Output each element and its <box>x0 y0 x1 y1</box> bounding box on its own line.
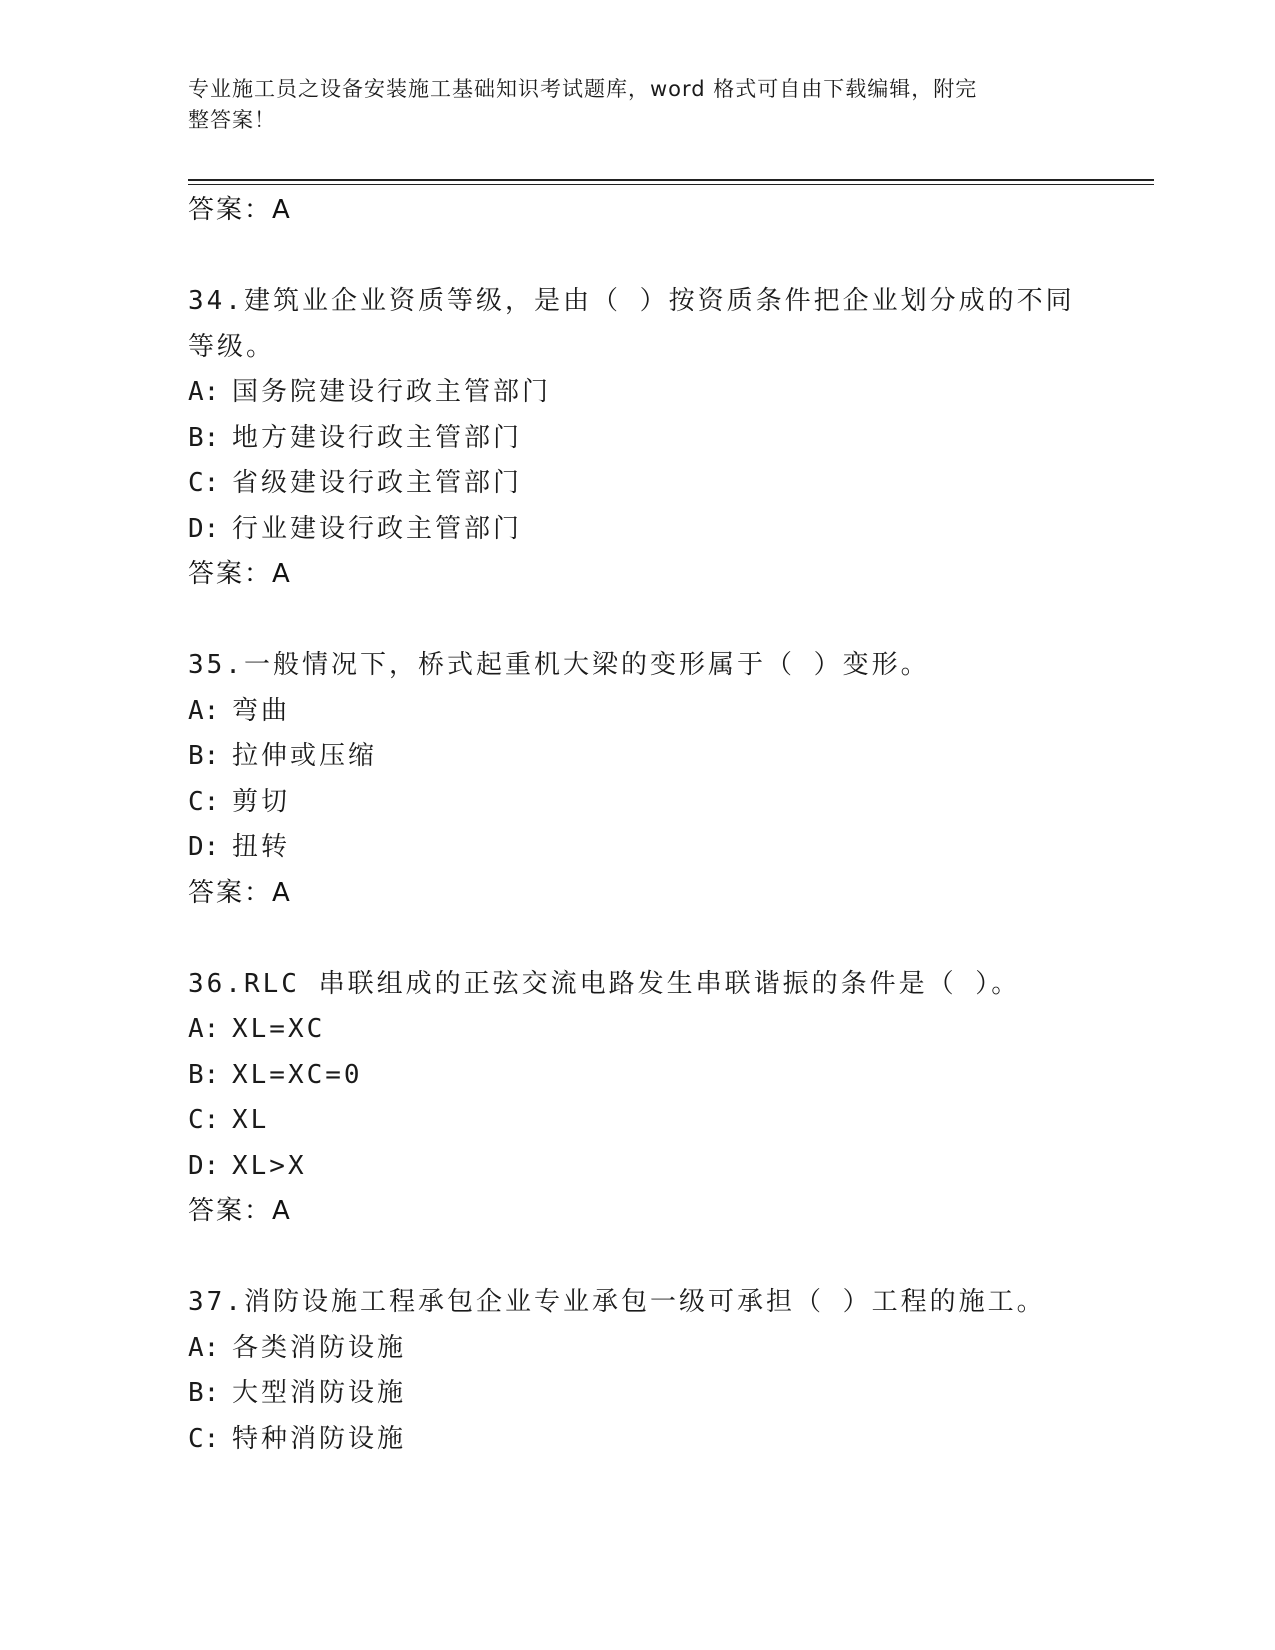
option-text: XL=XC <box>232 1014 326 1044</box>
question-37 <box>188 1280 1088 1462</box>
question-stem: 36.RLC 串联组成的正弦交流电路发生串联谐振的条件是（ ）。 <box>188 968 1021 999</box>
answer-34: 答案：A <box>188 559 292 589</box>
question-stem: 34.建筑业企业资质等级，是由（ ）按资质条件把企业划分成的不同 <box>188 286 1075 316</box>
header-rule-thin <box>188 184 1154 185</box>
option-text: XL <box>232 1105 270 1135</box>
option-text: 行业建设行政主管部门 <box>232 513 523 544</box>
option-key: C: <box>188 468 220 498</box>
option-c <box>188 1098 1088 1144</box>
option-key: C: <box>188 786 220 817</box>
option-text: 地方建设行政主管部门 <box>232 422 523 453</box>
spacer <box>188 1235 1088 1281</box>
option-key: A: <box>188 1014 220 1044</box>
question-stem: 35.一般情况下，桥式起重机大梁的变形属于（ ）变形。 <box>188 650 930 680</box>
option-text: XL=XC=0 <box>232 1059 363 1090</box>
question-35 <box>188 643 1088 916</box>
option-d <box>188 507 1088 553</box>
option-d <box>188 1144 1088 1190</box>
option-c <box>188 1417 1088 1463</box>
option-text: 扭转 <box>232 832 291 862</box>
header-line-1: 专业施工员之设备安装施工基础知识考试题库，word 格式可自由下载编辑，附完 <box>188 77 978 101</box>
option-key: C: <box>188 1423 220 1454</box>
option-key: A: <box>188 695 220 726</box>
option-b <box>188 416 1088 462</box>
question-stem-continued: 等级。 <box>188 331 276 362</box>
option-text: XL>X <box>232 1150 307 1181</box>
option-text: 省级建设行政主管部门 <box>232 468 523 498</box>
option-text: 拉伸或压缩 <box>232 741 378 771</box>
question-36 <box>188 962 1088 1235</box>
option-b <box>188 1371 1088 1417</box>
option-a <box>188 689 1088 735</box>
option-b <box>188 1053 1088 1099</box>
option-key: C: <box>188 1105 220 1135</box>
option-text: 各类消防设施 <box>232 1332 407 1363</box>
question-34 <box>188 279 1088 598</box>
option-key: D: <box>188 513 220 544</box>
option-key: A: <box>188 1332 220 1363</box>
option-b <box>188 734 1088 780</box>
option-text: 剪切 <box>232 786 291 817</box>
spacer <box>188 234 1088 280</box>
option-key: B: <box>188 741 220 771</box>
option-text: 大型消防设施 <box>232 1378 407 1408</box>
option-key: D: <box>188 832 220 862</box>
spacer <box>188 916 1088 962</box>
option-key: B: <box>188 422 220 453</box>
option-text: 国务院建设行政主管部门 <box>232 377 552 407</box>
question-list <box>188 188 1088 1462</box>
option-d <box>188 825 1088 871</box>
option-text: 弯曲 <box>232 695 291 726</box>
spacer <box>188 598 1088 644</box>
option-c <box>188 461 1088 507</box>
option-key: B: <box>188 1059 220 1090</box>
answer-35: 答案：A <box>188 877 292 908</box>
option-key: B: <box>188 1378 220 1408</box>
answer-33: 答案：A <box>188 195 292 225</box>
option-text: 特种消防设施 <box>232 1423 407 1454</box>
option-key: A: <box>188 377 220 407</box>
answer-36: 答案：A <box>188 1196 292 1226</box>
option-a <box>188 1007 1088 1053</box>
question-stem: 37.消防设施工程承包企业专业承包一级可承担（ ）工程的施工。 <box>188 1287 1046 1317</box>
option-a <box>188 370 1088 416</box>
option-a <box>188 1326 1088 1372</box>
option-key: D: <box>188 1150 220 1181</box>
page-header <box>188 74 1068 136</box>
option-c <box>188 780 1088 826</box>
header-rule-thick <box>188 179 1154 181</box>
header-line-2: 整答案！ <box>188 108 276 132</box>
